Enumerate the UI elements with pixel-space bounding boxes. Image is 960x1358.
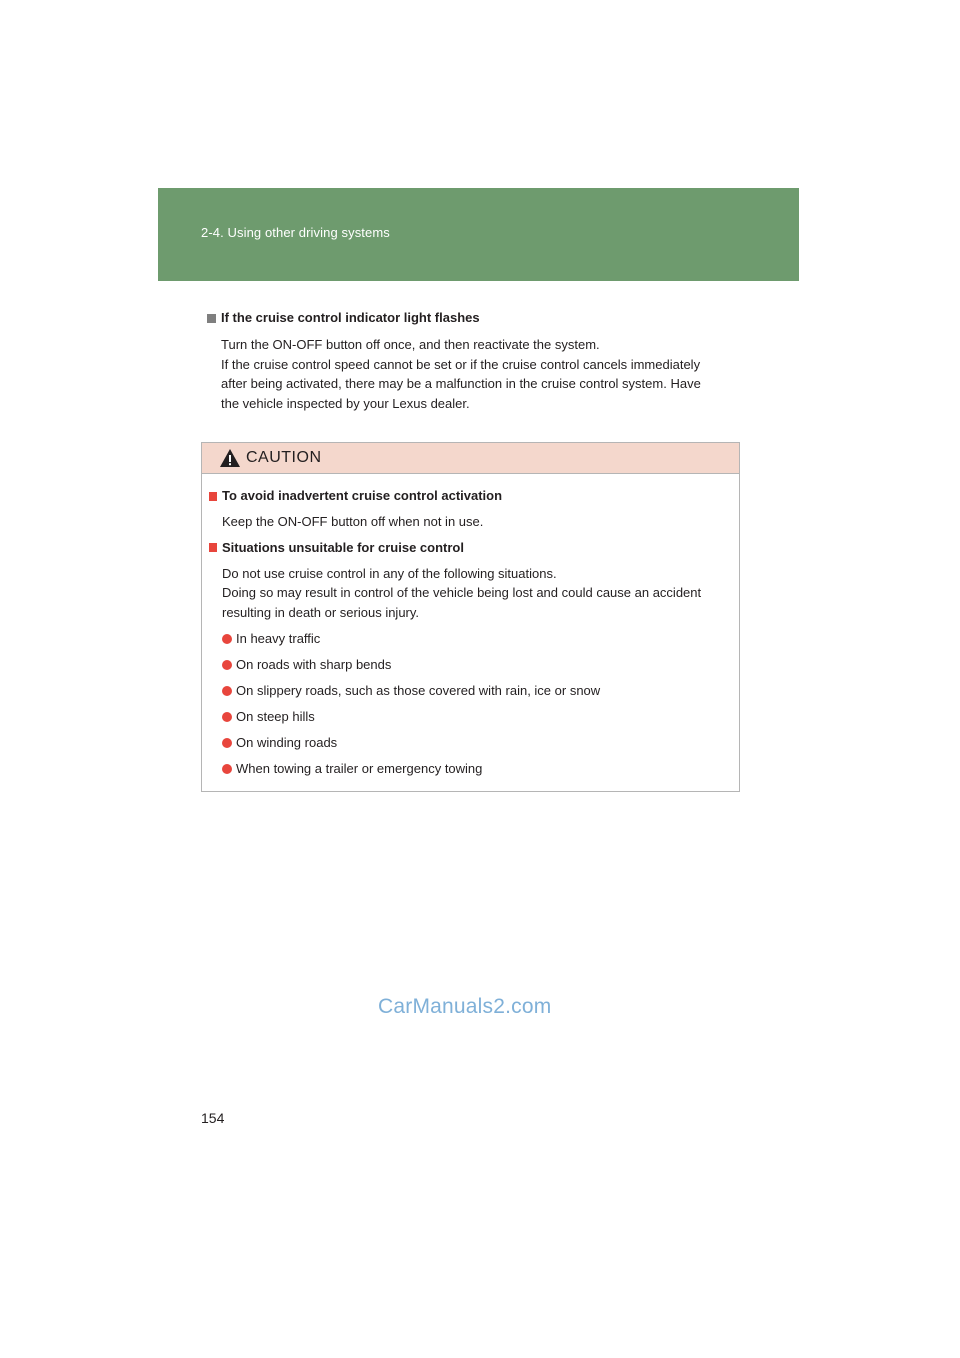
intro-line: If the cruise control speed cannot be set or if the cruise control cancels immediately [221,356,701,372]
red-dot-bullet-icon [222,660,232,670]
warning-triangle-icon [219,448,241,468]
caution-box [201,442,740,792]
caution-line: Do not use cruise control in any of the following situations. [222,565,557,581]
caution-text [222,512,739,532]
list-item [222,681,739,700]
list-item-text: When towing a trailer or emergency towing [236,761,483,776]
red-dot-bullet-icon [222,738,232,748]
list-item [222,655,739,674]
list-item [222,629,739,648]
intro-section [207,309,747,413]
red-dot-bullet-icon [222,764,232,774]
caution-subheading [209,487,739,505]
caution-body [202,474,739,778]
intro-line: Turn the ON-OFF button off once, and then reactivate the system. [221,337,600,352]
caution-subheading-text: Situations unsuitable for cruise control [222,539,464,555]
list-item-text: In heavy traffic [236,631,321,646]
list-item [222,707,739,726]
caution-header [202,443,739,474]
list-item [222,759,739,778]
red-square-bullet-icon [209,543,217,552]
caution-title: CAUTION [246,449,322,466]
red-dot-bullet-icon [222,686,232,696]
red-square-bullet-icon [209,492,217,501]
watermark: CarManuals2.com [378,995,552,1018]
intro-body [221,335,747,413]
caution-line: resulting in death or serious injury. [222,604,420,620]
caution-subheading-text: To avoid inadvertent cruise control activation [222,488,503,503]
situation-list [222,629,739,778]
section-title: 2-4. Using other driving systems [201,225,390,240]
red-dot-bullet-icon [222,712,232,722]
intro-subheading [207,309,747,327]
intro-subheading-text: If the cruise control indicator light flashes [221,310,480,325]
caution-line: Doing so may result in control of the vehicle being lost and could cause an accident [222,585,702,600]
red-dot-bullet-icon [222,634,232,644]
caution-text [222,564,739,623]
page-number: 154 [201,1110,225,1126]
list-item-text: On roads with sharp bends [236,657,392,672]
section-header-band [158,188,799,281]
list-item [222,733,739,752]
intro-line: after being activated, there may be a malfunction in the cruise control system. Have [221,376,701,391]
list-item-text: On slippery roads, such as those covered with rain, ice or snow [236,683,601,698]
list-item-text: On steep hills [236,709,315,724]
intro-line: the vehicle inspected by your Lexus dealer. [221,395,470,411]
list-item-text: On winding roads [236,735,338,750]
caution-subheading [209,539,739,557]
caution-line: Keep the ON-OFF button off when not in use. [222,514,484,529]
square-bullet-icon [207,314,216,323]
